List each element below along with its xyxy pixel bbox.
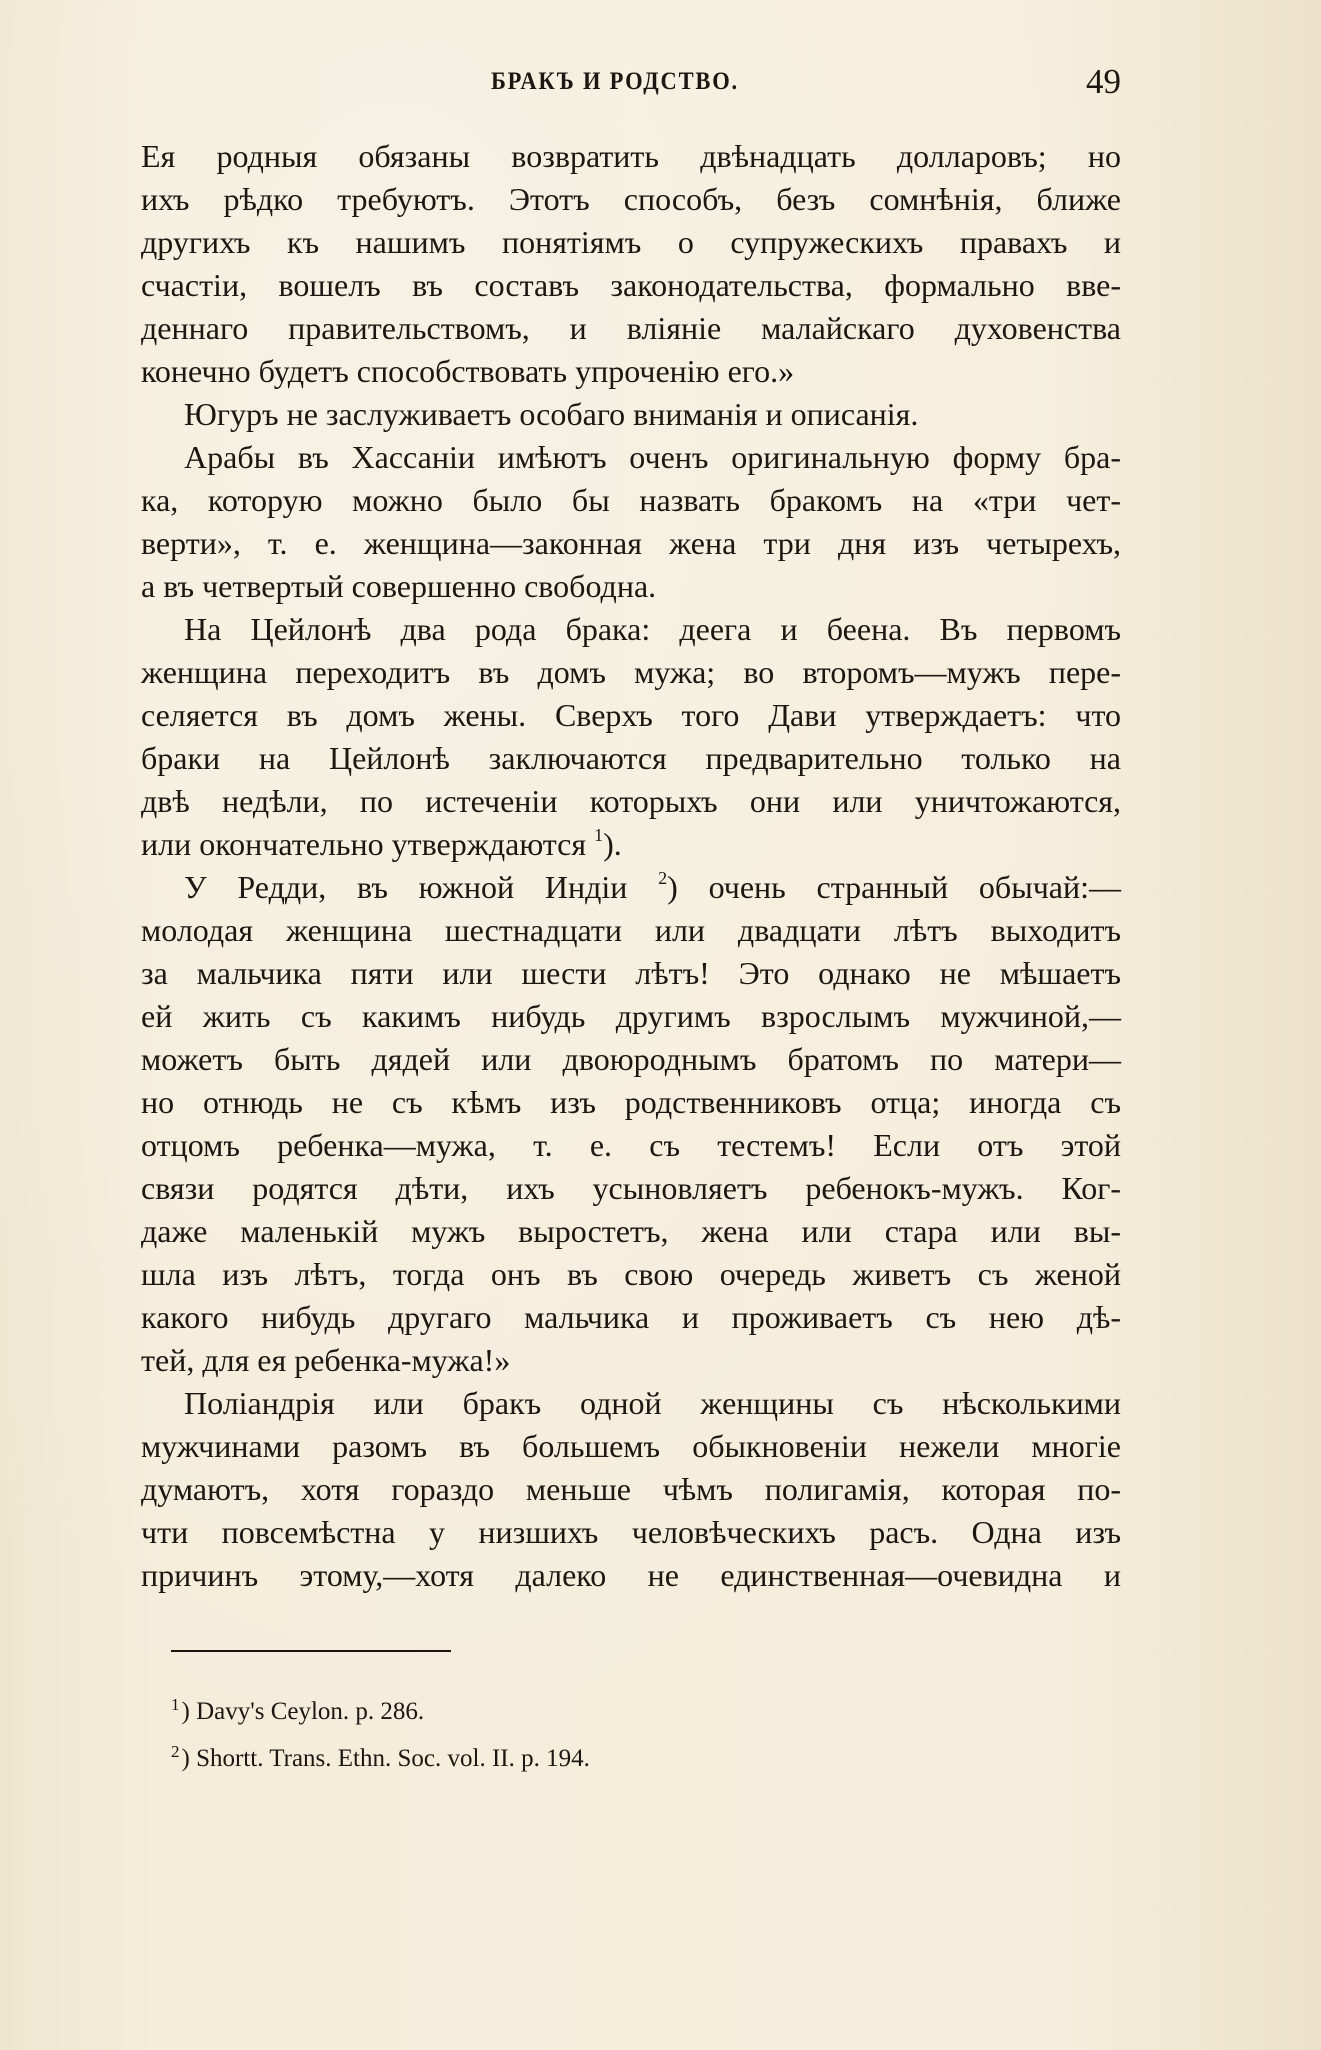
- text-line: Югуръ не заслуживаетъ особаго вниманія и описанія.: [184, 396, 919, 432]
- text-line: [141, 823, 1121, 866]
- running-title: БРАКЪ И РОДСТВО.: [491, 68, 739, 95]
- text-line: браки на Цейлонѣ заключаются предварительно только на: [141, 740, 1121, 776]
- text-line: какого нибудь другаго мальчика и проживаетъ съ нею дѣ-: [141, 1299, 1121, 1335]
- text-line: можетъ быть дядей или двоюроднымъ братомъ по матери—: [141, 1041, 1121, 1077]
- text-line: другихъ къ нашимъ понятіямъ о супружескихъ правахъ и: [141, 224, 1121, 260]
- text-line: селяется въ домъ жены. Сверхъ того Дави утверждаетъ: что: [141, 697, 1121, 733]
- footnote-mark: 2: [171, 1742, 180, 1761]
- text-line: Арабы въ Хассаніи имѣютъ оченъ оригинальную форму бра-: [184, 439, 1121, 475]
- footnote-divider: [171, 1650, 451, 1652]
- text-line: шла изъ лѣтъ, тогда онъ въ свою очередь живетъ съ женой: [141, 1256, 1121, 1292]
- line-text: ) очень странный обычай:—: [667, 869, 1122, 905]
- line-text: У Редди, въ южной Индіи: [184, 869, 628, 905]
- footnote-ref: 1: [594, 825, 604, 845]
- text-line: связи родятся дѣти, ихъ усыновляетъ ребенокъ-мужъ. Ког-: [141, 1170, 1121, 1206]
- text-line: даже маленькій мужъ выростетъ, жена или стара или вы-: [141, 1213, 1121, 1249]
- text-line: ихъ рѣдко требуютъ. Этотъ способъ, безъ сомнѣнія, ближе: [141, 181, 1121, 217]
- text-line: двѣ недѣли, по истеченіи которыхъ они или уничтожаются,: [141, 783, 1121, 819]
- text-line: за мальчика пяти или шести лѣтъ! Это однако не мѣшаетъ: [141, 955, 1121, 991]
- footnote-text: ) Shortt. Trans. Ethn. Soc. vol. II. p. 194.: [181, 1745, 590, 1772]
- line-text: ).: [603, 826, 622, 862]
- footnote-mark: 1: [171, 1695, 180, 1714]
- footnote-ref: 2: [658, 868, 668, 888]
- text-line: думаютъ, хотя гораздо меньше чѣмъ полигамія, которая по-: [141, 1471, 1121, 1507]
- text-line: чти повсемѣстна у низшихъ человѣческихъ расъ. Одна изъ: [141, 1514, 1121, 1550]
- text-line: но отнюдь не съ кѣмъ изъ родственниковъ отца; иногда съ: [141, 1084, 1121, 1120]
- text-line: На Цейлонѣ два рода брака: деега и беена. Въ первомъ: [184, 611, 1121, 647]
- line-text: или окончательно утверждаются: [141, 826, 587, 862]
- footnote: [171, 1685, 1071, 1732]
- text-line: верти», т. е. женщина—законная жена три дня изъ четырехъ,: [141, 525, 1121, 561]
- text-line: конечно будетъ способствовать упроченію его.»: [141, 353, 795, 389]
- text-line: молодая женщина шестнадцати или двадцати лѣтъ выходитъ: [141, 912, 1121, 948]
- footnotes: [171, 1685, 1071, 1779]
- footnote: [171, 1732, 1071, 1779]
- text-line: женщина переходитъ въ домъ мужа; во второмъ—мужъ пере-: [141, 654, 1121, 690]
- text-line: деннаго правительствомъ, и вліяніе малайскаго духовенства: [141, 310, 1121, 346]
- text-line: причинъ этому,—хотя далеко не единственная—очевидна и: [141, 1557, 1121, 1593]
- text-line: а въ четвертый совершенно свободна.: [141, 568, 657, 604]
- text-line: тей, для ея ребенка-мужа!»: [141, 1342, 511, 1378]
- footnote-text: ) Davy's Ceylon. p. 286.: [181, 1698, 425, 1725]
- text-line: Поліандрія или бракъ одной женщины съ нѣсколькими: [184, 1385, 1121, 1421]
- text-line: мужчинами разомъ въ большемъ обыкновеніи нежели многіе: [141, 1428, 1121, 1464]
- text-line: счастіи, вошелъ въ составъ законодательства, формально вве-: [141, 267, 1121, 303]
- text-line: ей жить съ какимъ нибудь другимъ взрослымъ мужчиной,—: [141, 998, 1121, 1034]
- text-line: Ея родныя обязаны возвратить двѣнадцать долларовъ; но: [141, 138, 1121, 174]
- text-line: отцомъ ребенка—мужа, т. е. съ тестемъ! Если отъ этой: [141, 1127, 1121, 1163]
- text-line: ка, которую можно было бы назвать бракомъ на «три чет-: [141, 482, 1121, 518]
- page-number: 49: [1086, 62, 1121, 101]
- body-text: [141, 135, 1121, 1597]
- text-line: [141, 866, 1121, 909]
- running-head: [141, 62, 1121, 102]
